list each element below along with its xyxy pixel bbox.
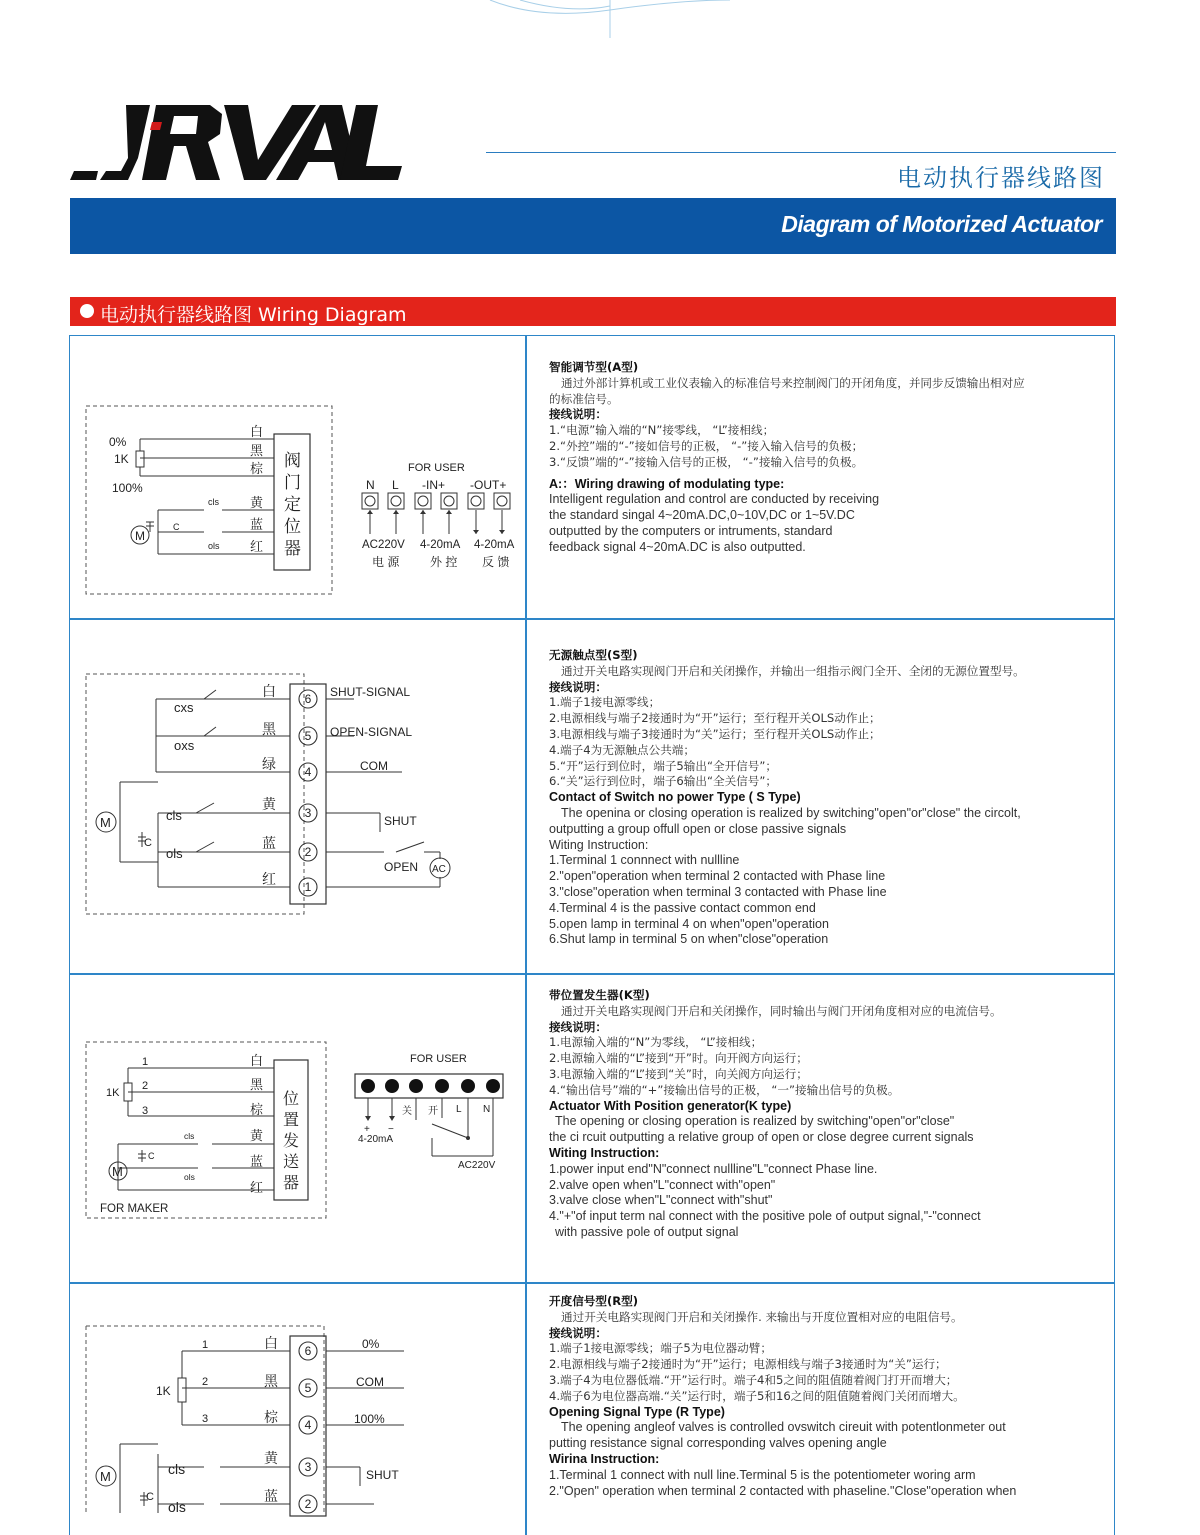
terminal-number: 4 (304, 1418, 312, 1432)
wire-color: 绿 (262, 756, 276, 772)
row-s-wiring-label: 接线说明： (549, 679, 607, 694)
cls-label: cls (208, 497, 219, 507)
resistor-label: 1K (114, 452, 129, 466)
open-cn: 开 (428, 1106, 438, 1117)
positioner-char: 阀 (284, 451, 301, 470)
pct-0-label: 0% (109, 435, 127, 449)
ac-label: AC220V (458, 1160, 496, 1171)
shut-signal-label: SHUT-SIGNAL (330, 685, 411, 699)
page-title-cn: 电动执行器线路图 (897, 164, 1105, 192)
shut-label: SHUT (366, 1468, 399, 1482)
row-k-en-item: 2.valve open when"L"connect with"open" (549, 1177, 776, 1192)
row-r-item: 1.端子1接电源零线；端子5为电位器动臂； (549, 1341, 772, 1356)
com-label: COM (356, 1375, 384, 1389)
sender-char: 置 (283, 1112, 300, 1129)
section-label: 电动执行器线路图 Wiring Diagram (100, 304, 407, 326)
row-a-item: 1.“电源”输入端的“N”接零线， “L”接相线； (549, 423, 775, 438)
motor-label: M (112, 1164, 123, 1179)
wire-color: 黄 (250, 495, 264, 510)
row-k-desc: 通过开关电路实现阀门开启和关闭操作，同时输出与阀门开闭角度相对应的电流信号。 (561, 1003, 1002, 1018)
diagram-r (84, 1324, 524, 1513)
sender-char: 发 (283, 1133, 300, 1150)
wire-color: 棕 (264, 1409, 278, 1425)
wire-color: 棕 (250, 1102, 264, 1117)
table-divider (525, 335, 527, 1535)
for-user-label: FOR USER (408, 462, 465, 474)
pct-100-label: 100% (112, 481, 143, 495)
diagram-s (84, 672, 524, 922)
row-s-item: 3.电源相线与端子3接通时为“关”运行；至行程开关OLS动作止； (549, 726, 881, 741)
row-k-en-item: 1.power input end"N"connect nullline"L"connect Phase line. (549, 1161, 878, 1176)
row-r-item: 2.电源相线与端子2接通时为“开”运行；电源相线与端子3接通时为“关”运行； (549, 1357, 947, 1372)
close-cn: 关 (402, 1106, 412, 1117)
wire-color: 黄 (250, 1128, 264, 1143)
row-r-en-item: 2."Open" operation when terminal 2 contacted with phaseline."Close"operation when (549, 1483, 1017, 1498)
row-k-en-title: Actuator With Position generator(K type) (549, 1098, 792, 1113)
wire-color: 白 (250, 424, 264, 439)
row-r-en-desc: putting resistance signal corresponding valves opening angle (549, 1436, 887, 1451)
terminal-label: L (392, 478, 399, 492)
terminal-number: 6 (304, 692, 312, 706)
terminal-number: 5 (304, 729, 312, 743)
terminal-label: N (366, 478, 375, 492)
wire-color: 黑 (262, 721, 276, 737)
row-s-text (549, 648, 1094, 948)
bottom-label: 4-20mA (420, 539, 461, 551)
pin-number: 3 (142, 1105, 149, 1117)
diagram-k (84, 1040, 524, 1220)
wire-color: 黑 (264, 1373, 278, 1389)
row-r-desc: 通过开关电路实现阀门开启和关闭操作. 来输出与开度位置相对应的电阻信号。 (561, 1309, 963, 1324)
row-k-en-desc: The opening or closing operation is realized by switching"open"or"close" (555, 1114, 955, 1129)
terminal-number: 5 (304, 1381, 312, 1395)
header-rule (486, 152, 1116, 153)
cxs-label: cxs (174, 700, 194, 715)
terminal-number: 1 (304, 880, 312, 894)
row-k-item: 2.电源输入端的“L”接到“开”时。向开阀方向运行； (549, 1051, 808, 1066)
sender-char: 器 (283, 1175, 300, 1192)
row-s-en-desc: The openina or closing operation is realized by switching"open"or"close" the circolt, (561, 805, 1021, 820)
diagram-a (84, 404, 524, 604)
row-k-en-wiring: Witing Instruction: (549, 1145, 660, 1160)
wire-color: 黑 (250, 1077, 264, 1092)
row-k-item: 4.“输出信号”端的“+”接输出信号的正极， “一”接输出信号的负极。 (549, 1082, 900, 1097)
open-signal-label: OPEN-SIGNAL (330, 725, 413, 739)
for-user-label: FOR USER (410, 1053, 467, 1065)
row-k-en-desc: the ci rcuit outputting a relative group of open or close degree current signals (549, 1130, 974, 1145)
sender-char: 送 (283, 1154, 300, 1171)
positioner-char: 位 (284, 517, 301, 536)
row-k-item: 3.电源输入端的“L”接到“关”时，向关阀方向运行； (549, 1066, 808, 1081)
wire-color: 蓝 (250, 1154, 264, 1169)
row-divider (69, 618, 1115, 620)
row-divider (69, 1282, 1115, 1284)
bottom-cn: 反 馈 (482, 555, 510, 569)
bottom-cn: 电 源 (372, 555, 400, 569)
cls-label: cls (166, 808, 182, 823)
wire-color: 红 (262, 871, 276, 887)
row-r-item: 3.端子4为电位器低端.“开”运行时。端子4和5之间的阻值随着阀门打开而增大； (549, 1372, 958, 1387)
row-s-en-item: 2."open"operation when terminal 2 contacted with Phase line (549, 869, 886, 884)
row-s-item: 5.“开”运行到位时，端子5输出“全开信号”； (549, 758, 777, 773)
row-s-en-item: 3."close"operation when terminal 3 contacted with Phase line (549, 884, 887, 899)
row-s-item: 2.电源相线与端子2接通时为“开”运行；至行程开关OLS动作止； (549, 711, 881, 726)
pin-number: 2 (202, 1376, 209, 1388)
row-a-wiring-label: 接线说明： (549, 407, 607, 422)
row-r-item: 4.端子6为电位器高端.“关”运行时，端子5和16之间的阻值随着阀门关闭而增大。 (549, 1388, 965, 1403)
for-maker-label: FOR MAKER (100, 1203, 169, 1215)
page-title-en: Diagram of Motorized Actuator (781, 211, 1102, 237)
wire-color: 红 (250, 539, 264, 554)
terminal-label: -OUT+ (470, 478, 507, 492)
wire-color: 白 (262, 683, 276, 699)
shut-label: SHUT (384, 814, 417, 828)
row-r-en-title: Opening Signal Type (R Type) (549, 1404, 725, 1419)
terminal-number: 2 (304, 845, 312, 859)
row-k-title: 带位置发生器(K型) (549, 988, 650, 1002)
row-a-item: 3.“反馈”端的“-”接输入信号的正极， “-”接输入信号的负极。 (549, 454, 864, 469)
row-s-en-wiring: Witing Instruction: (549, 837, 649, 852)
pct-100-label: 100% (354, 1412, 385, 1426)
row-k-en-item: 4."+"of input term nal connect with the positive pole of output signal,"-"connect (549, 1209, 981, 1224)
cap-label: C (146, 1491, 154, 1503)
row-s-en-desc: outputting a group offull open or close passive signals (549, 821, 847, 836)
cap-label: C (173, 522, 180, 532)
cls-label: cls (184, 1131, 195, 1141)
bullet-icon (80, 304, 94, 318)
row-a-title: 智能调节型(A型) (549, 360, 639, 374)
ma-label: 4-20mA (358, 1134, 394, 1145)
row-s-en-item: 4.Terminal 4 is the passive contact common end (549, 900, 816, 915)
row-r-en-desc: The opening angleof valves is controlled ovswitch cireuit with potentlonmeter out (561, 1420, 1006, 1435)
row-k-item: 1.电源输入端的“N”为零线， “L”接相线； (549, 1035, 763, 1050)
row-s-en-item: 5.open lamp in terminal 4 on when"open"operation (549, 916, 829, 931)
plus-sign: + (364, 1124, 370, 1135)
row-a-en-line: feedback signal 4~20mA.DC is also outputted. (549, 539, 806, 554)
row-k-text (549, 988, 1094, 1241)
wire-color: 红 (250, 1180, 264, 1195)
wire-color: 蓝 (250, 517, 264, 532)
brand-logo (70, 100, 410, 185)
row-r-text (549, 1294, 1094, 1499)
sender-char: 位 (283, 1091, 300, 1108)
row-a-item: 2.“外控”端的“-”接如信号的正极， “-”接入输入信号的负极； (549, 438, 864, 453)
open-label: OPEN (384, 860, 419, 874)
row-a-text (549, 360, 1094, 556)
wire-color: 黄 (262, 796, 276, 812)
row-s-title: 无源触点型(S型) (549, 648, 638, 662)
bottom-cn: 外 控 (430, 555, 458, 569)
ols-label: ols (184, 1172, 195, 1182)
row-a-desc: 的标准信号。 (549, 391, 619, 406)
pin-number: 1 (202, 1339, 209, 1351)
positioner-char: 定 (284, 495, 301, 514)
wire-color: 白 (250, 1053, 264, 1068)
row-s-en-item: 1.Terminal 1 connnect with nullline (549, 853, 740, 868)
row-s-item: 4.端子4为无源触点公共端； (549, 742, 695, 757)
row-k-en-item: 3.valve close when"L"connect with"shut" (549, 1193, 773, 1208)
row-k-wiring-label: 接线说明： (549, 1019, 607, 1034)
terminal-label: -IN+ (422, 478, 446, 492)
row-a-en-line: outputted by the computers or intruments, standard (549, 523, 833, 538)
pct-0-label: 0% (362, 1337, 380, 1351)
ac-label: AC (432, 864, 446, 875)
row-a-en-line: the standard singal 4~20mA.DC,0~10V,DC or 1~5V.DC (549, 508, 855, 523)
row-r-title: 开度信号型(R型) (549, 1294, 639, 1308)
top-decoration (480, 0, 740, 40)
wire-color: 黄 (264, 1450, 278, 1466)
terminal-number: 3 (304, 1460, 312, 1474)
pin-number: 1 (142, 1056, 149, 1068)
row-s-item: 6.“关”运行到位时，端子6输出“全关信号”； (549, 774, 777, 789)
N-label: N (483, 1104, 491, 1115)
pin-number: 2 (142, 1080, 149, 1092)
wire-color: 棕 (250, 461, 264, 476)
row-s-desc: 通过开关电路实现阀门开启和关闭操作，并输出一组指示阀门全开、全闭的无源位置型号。 (561, 663, 1025, 678)
row-a-en-line: Intelligent regulation and control are conducted by receiving (549, 492, 880, 507)
cap-label: C (144, 837, 152, 849)
resistor-label: 1K (106, 1087, 120, 1099)
pin-number: 3 (202, 1413, 209, 1425)
ols-label: ols (166, 846, 183, 861)
minus-sign: − (388, 1124, 394, 1135)
row-a-desc: 通过外部计算机或工业仪表输入的标准信号来控制阀门的开闭角度，并同步反馈输出相对应 (561, 375, 1025, 390)
motor-label: M (135, 529, 145, 543)
terminal-number: 4 (304, 765, 312, 779)
wire-color: 蓝 (264, 1488, 278, 1504)
section-bar (70, 297, 1116, 326)
row-divider (69, 973, 1115, 975)
row-r-wiring-label: 接线说明： (549, 1325, 607, 1340)
com-label: COM (360, 759, 388, 773)
row-s-en-item: 6.Shut lamp in terminal 5 on when"close"operation (549, 932, 829, 947)
wire-color: 蓝 (262, 835, 276, 851)
motor-label: M (100, 815, 111, 830)
motor-label: M (100, 1469, 111, 1484)
title-banner (70, 198, 1116, 254)
terminal-number: 6 (304, 1344, 312, 1358)
ols-label: ols (208, 541, 220, 551)
bottom-label: 4-20mA (474, 539, 515, 551)
resistor-label: 1K (156, 1384, 171, 1398)
positioner-char: 门 (284, 473, 301, 492)
wire-color: 白 (264, 1335, 278, 1351)
cls-label: cls (168, 1461, 186, 1477)
row-k-en-item: with passive pole of output signal (555, 1224, 739, 1239)
wire-color: 黑 (250, 443, 264, 458)
L-label: L (456, 1104, 462, 1115)
row-s-item: 1.端子1接电源零线； (549, 695, 661, 710)
terminal-number: 3 (304, 806, 312, 820)
row-r-en-item: 1.Terminal 1 connect with null line.Terminal 5 is the potentiometer woring arm (549, 1467, 976, 1482)
oxs-label: oxs (174, 738, 195, 753)
positioner-char: 器 (284, 539, 301, 558)
terminal-number: 2 (304, 1497, 312, 1511)
row-r-en-wiring: Wirina Instruction: (549, 1451, 660, 1466)
row-a-en-title: A:：Wiring drawing of modulating type: (549, 476, 785, 491)
bottom-label: AC220V (362, 539, 405, 551)
ols-label: ols (168, 1499, 186, 1515)
cap-label: C (148, 1151, 155, 1161)
row-s-en-title: Contact of Switch no power Type ( S Type) (549, 790, 801, 805)
